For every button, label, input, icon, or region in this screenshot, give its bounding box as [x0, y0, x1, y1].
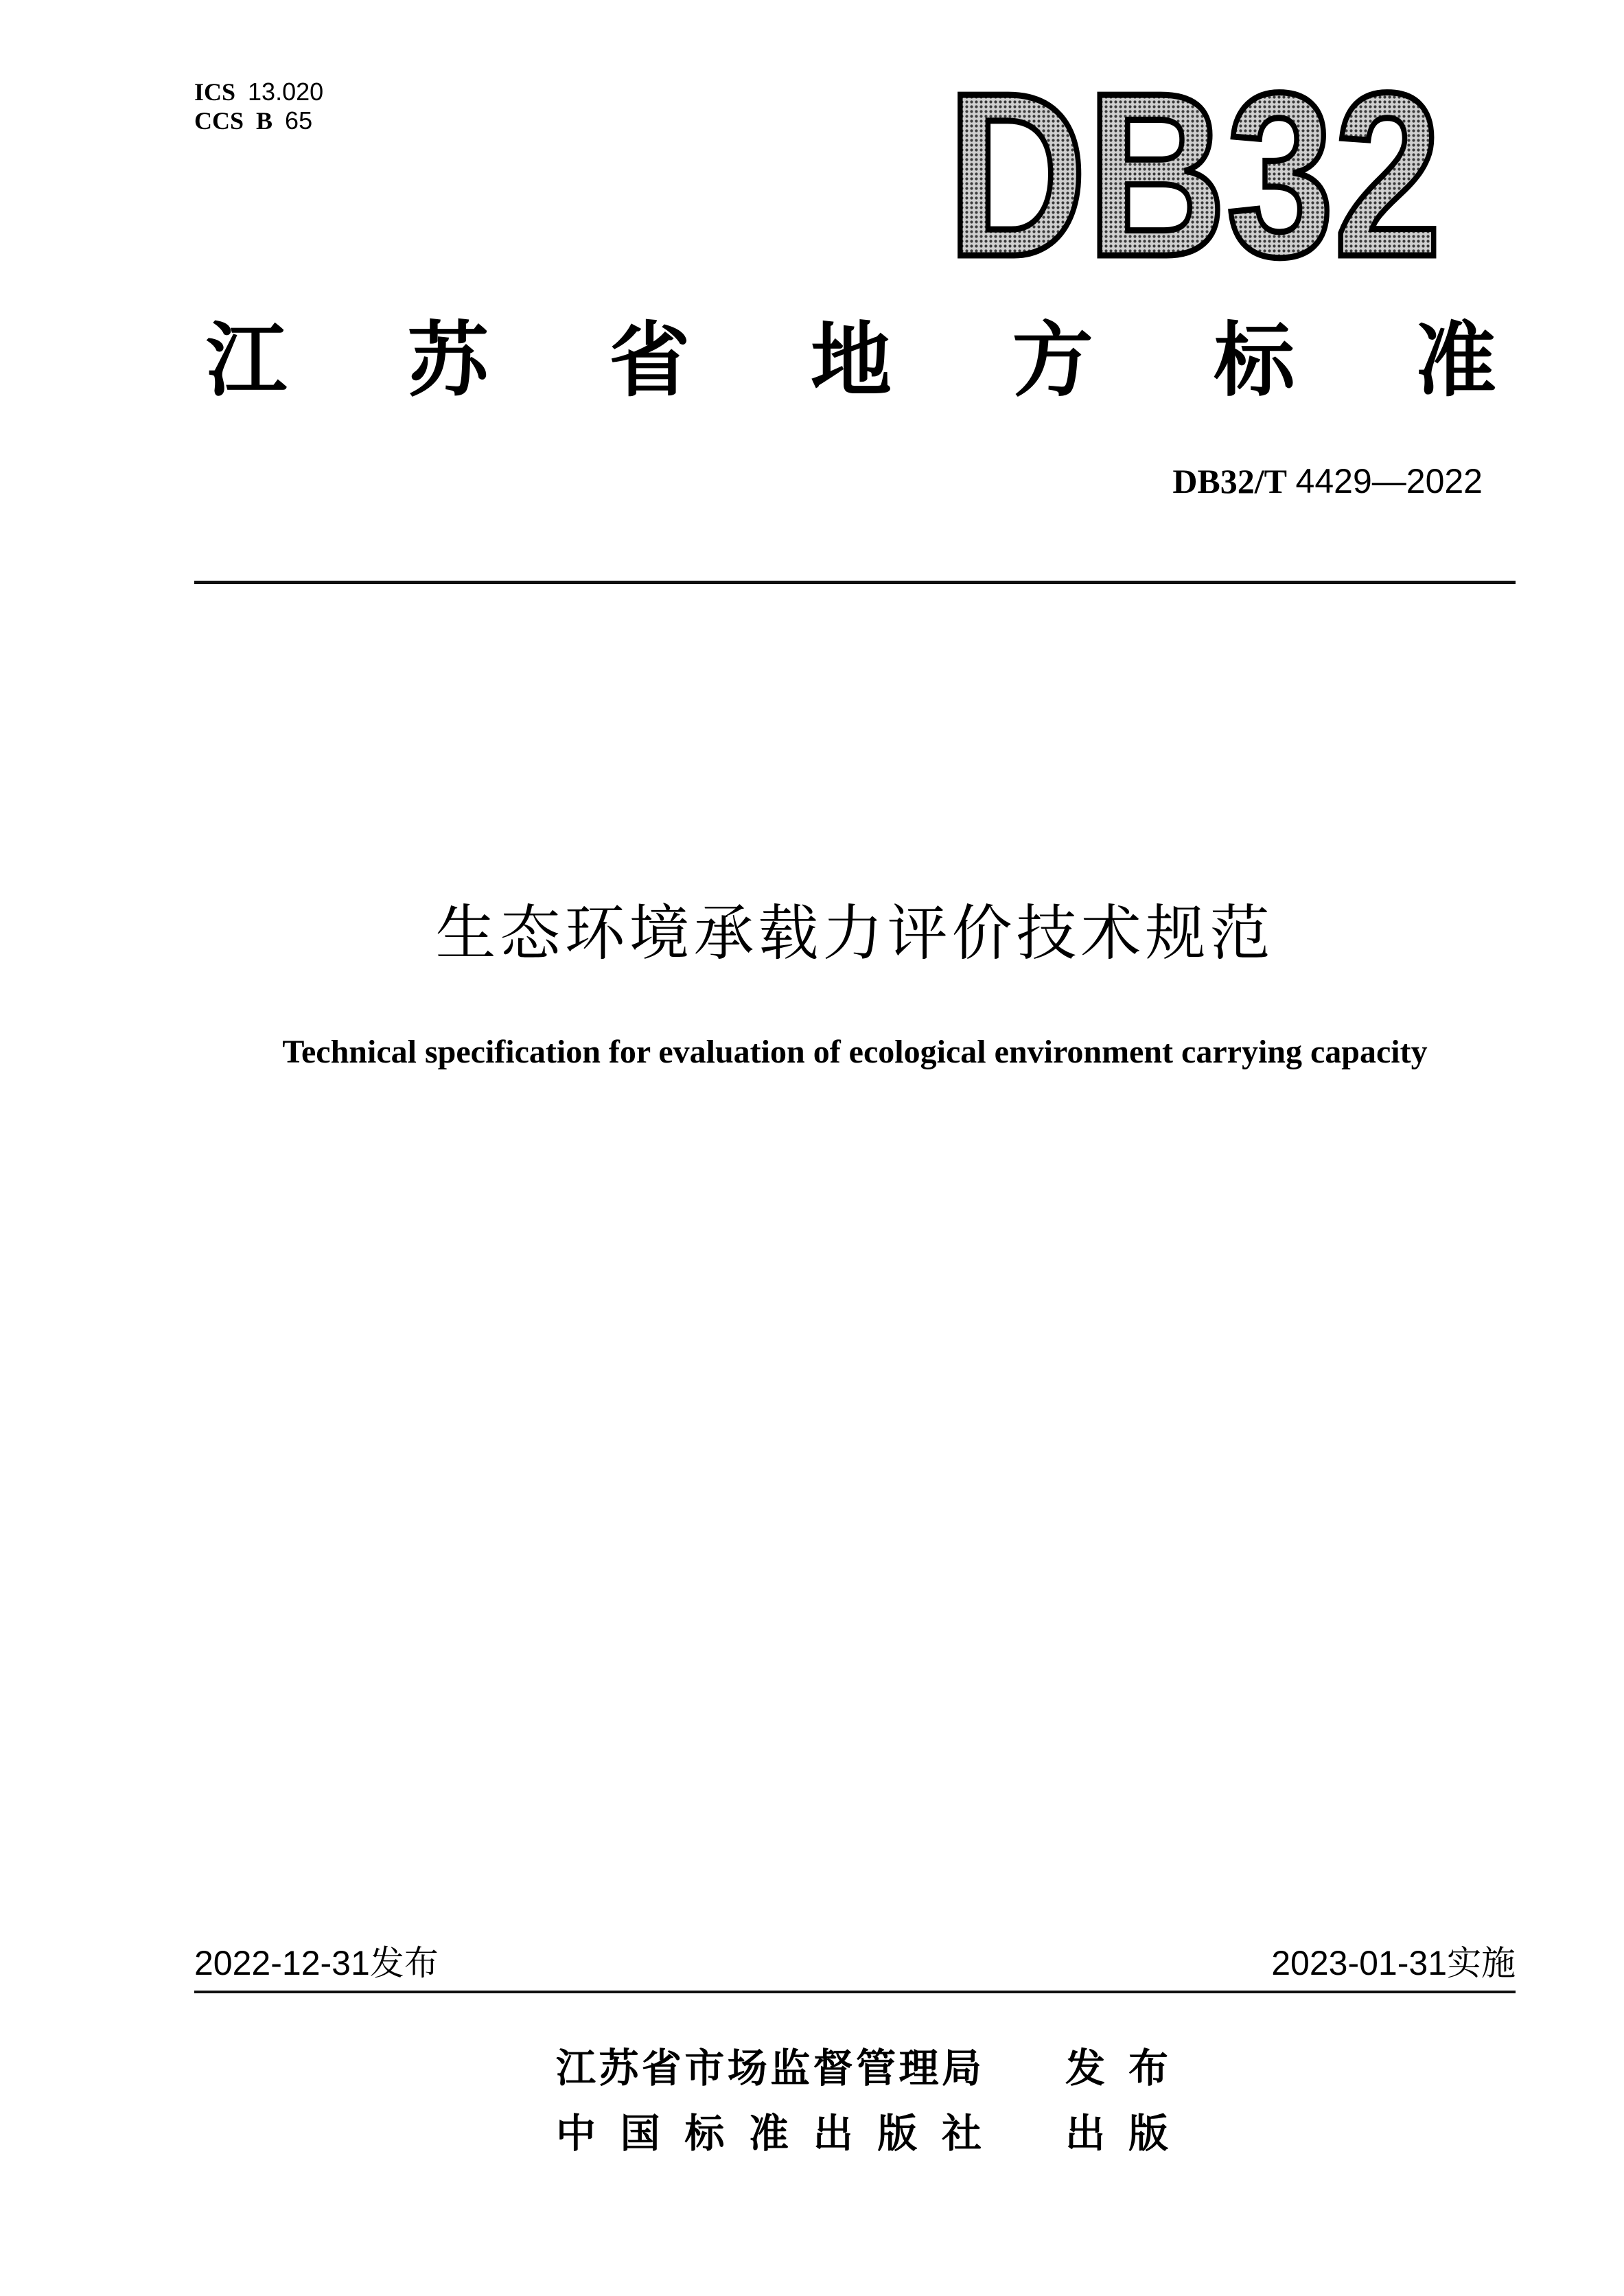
publisher-name-char: 江 [556, 2044, 596, 2091]
ccs-code [194, 106, 323, 135]
bottom-divider [194, 1991, 1516, 1993]
db32-logo [940, 45, 1448, 305]
province-title-char: 准 [1415, 313, 1496, 408]
publisher-role-char: 版 [1128, 2109, 1168, 2157]
province-standard-title [206, 305, 1496, 408]
standard-prefix: DB32/T [1172, 462, 1288, 500]
publisher-role-char: 出 [1065, 2109, 1106, 2157]
issue-label: 发布 [369, 1943, 439, 1983]
publisher-name-char: 市 [684, 2044, 725, 2091]
ccs-value: 65 [285, 106, 313, 135]
publisher-name-char: 版 [877, 2109, 918, 2157]
publisher-name-char: 场 [727, 2044, 767, 2091]
publisher-role [1065, 2101, 1168, 2159]
publisher-name-char: 省 [641, 2044, 682, 2091]
publisher-name-char: 监 [770, 2044, 811, 2091]
publisher-name-char: 督 [813, 2044, 853, 2091]
standard-number [1030, 461, 1483, 501]
publisher-row [556, 2097, 1168, 2162]
chinese-title: 生态环境承载力评价技术规范 [435, 898, 1275, 969]
implement-date-value: 2023-01-31 [1271, 1944, 1447, 1982]
ics-value: 13.020 [248, 78, 324, 106]
province-title-char: 省 [609, 313, 691, 408]
publisher-row [556, 2032, 1168, 2097]
province-title-char: 标 [1214, 313, 1295, 408]
publisher-name-char: 苏 [599, 2044, 639, 2091]
english-title: Technical specification for evaluation of ecological environment carrying capacity [282, 1034, 1428, 1070]
publisher-name-char: 理 [898, 2044, 939, 2091]
classification-codes [194, 78, 323, 135]
ccs-b: B [256, 107, 273, 135]
publisher-name-char: 国 [620, 2109, 660, 2157]
publisher-role [1065, 2036, 1168, 2094]
province-title-char: 江 [206, 313, 288, 408]
province-title-char: 地 [810, 313, 892, 408]
issue-date [194, 1936, 439, 1985]
publisher-name [556, 2036, 982, 2094]
publisher-name-char: 局 [941, 2044, 982, 2091]
publisher-name [556, 2101, 982, 2159]
ics-label: ICS [194, 78, 236, 106]
publisher-block [556, 2032, 1168, 2162]
top-divider [194, 581, 1516, 584]
province-title-char: 方 [1012, 313, 1093, 408]
issue-date-value: 2022-12-31 [194, 1944, 370, 1982]
publisher-name-char: 标 [684, 2109, 725, 2157]
logo-text: DB32 [947, 45, 1441, 305]
publisher-name-char: 出 [813, 2109, 853, 2157]
publisher-name-char: 管 [856, 2044, 896, 2091]
ics-code [194, 78, 323, 106]
province-title-char: 苏 [407, 313, 489, 408]
publisher-name-char: 准 [748, 2109, 789, 2157]
ccs-label: CCS [194, 107, 244, 135]
implement-date [1271, 1936, 1516, 1985]
publisher-role-char: 布 [1128, 2044, 1168, 2091]
implement-label: 实施 [1447, 1943, 1516, 1983]
publisher-name-char: 中 [556, 2109, 596, 2157]
standard-code: 4429—2022 [1295, 462, 1483, 500]
publisher-role-char: 发 [1065, 2044, 1106, 2091]
publisher-name-char: 社 [941, 2109, 982, 2157]
